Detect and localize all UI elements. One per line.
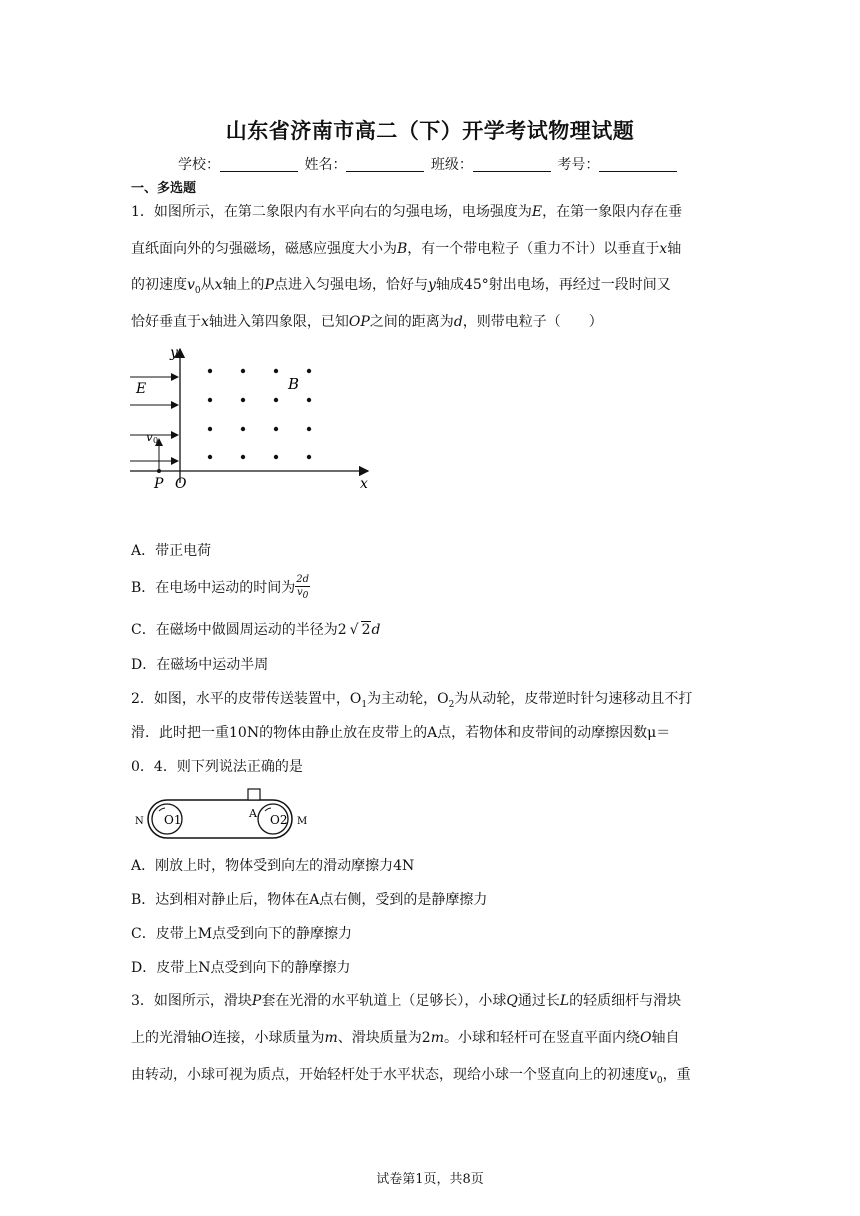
label-e: E (136, 381, 147, 397)
label-o1: O1 (164, 813, 182, 827)
q2-option-a[interactable]: A．刚放上时，物体受到向左的滑动摩擦力4N (131, 858, 415, 874)
q2-line2: 滑．此时把一重10N的物体由静止放在皮带上的A点，若物体和皮带间的动摩擦因数μ＝ (131, 725, 671, 741)
name-blank[interactable] (346, 157, 424, 172)
school-label: 学校： (178, 157, 220, 173)
label-o2: O2 (270, 813, 288, 827)
q2-option-b[interactable]: B．达到相对静止后，物体在A点右侧，受到的是静摩擦力 (131, 892, 488, 908)
q1-line4: 恰好垂直于x轴进入第四象限，已知OP之间的距离为d，则带电粒子（ ） (131, 314, 603, 330)
label-x: x (360, 476, 368, 492)
block-a (248, 789, 260, 800)
label-y: y (170, 345, 178, 361)
label-o: O (175, 476, 187, 492)
q1-field-diagram (128, 343, 378, 493)
q2-belt-diagram (133, 787, 313, 843)
name-label: 姓名： (304, 157, 347, 173)
page-title: 山东省济南市高二（下）开学考试物理试题 (225, 119, 635, 143)
number-label: 考号： (557, 157, 600, 173)
class-blank[interactable] (473, 157, 551, 172)
q1-option-c[interactable]: C．在磁场中做圆周运动的半径为2 √ 2d (131, 622, 381, 638)
label-n: N (135, 816, 144, 827)
label-v-sub: 0 (153, 436, 159, 445)
q3-line1: 3．如图所示，滑块P套在光滑的水平轨道上（足够长），小球Q通过长L的轻质细杆与滑块 (131, 993, 682, 1009)
label-m: M (297, 816, 308, 827)
q2-line3: 0．4．则下列说法正确的是 (131, 759, 303, 775)
q1-option-d[interactable]: D．在磁场中运动半周 (131, 657, 269, 673)
page-footer: 试卷第1页，共8页 (376, 1172, 484, 1187)
school-blank[interactable] (220, 157, 298, 172)
q1-line3: 的初速度$v_0$从x轴上的P点进入匀强电场，恰好与y轴成45°射出电场，再经过一段时间又 (131, 277, 671, 296)
section-heading: 一、多选题 (131, 181, 197, 196)
q1-option-a[interactable]: A．带正电荷 (131, 543, 212, 559)
label-p: P (154, 476, 164, 492)
q1-line1: 1．如图所示，在第二象限内有水平向右的匀强电场，电场强度为E，在第一象限内存在垂 (131, 204, 683, 220)
q3-line3: 由转动，小球可视为质点，开始轻杆处于水平状态，现给小球一个竖直向上的初速度$v_0$，重 (131, 1067, 691, 1086)
q3-line2: 上的光滑轴O连接，小球质量为m、滑块质量为2m。小球和轻杆可在竖直平面内绕O轴自 (131, 1030, 680, 1046)
student-info (178, 154, 679, 174)
number-blank[interactable] (599, 157, 677, 172)
q1-line2: 直纸面向外的匀强磁场，磁感应强度大小为B，有一个带电粒子（重力不计）以垂直于x轴 (131, 241, 682, 257)
q2-option-d[interactable]: D．皮带上N点受到向下的静摩擦力 (131, 960, 351, 976)
point-p (157, 469, 161, 473)
q2-line1: 2．如图，水平的皮带传送装置中，$O_1$为主动轮，$O_2$为从动轮，皮带逆时针匀速移动且不打 (131, 691, 693, 710)
q2-option-c[interactable]: C．皮带上M点受到向下的静摩擦力 (131, 926, 353, 942)
label-v: v (146, 430, 153, 444)
label-b: B (288, 375, 300, 393)
q1-option-b[interactable]: B．在电场中运动的时间为 $\frac{2d}{v_0}$ (131, 574, 310, 601)
label-a: A (249, 807, 257, 820)
class-label: 班级： (430, 157, 473, 173)
